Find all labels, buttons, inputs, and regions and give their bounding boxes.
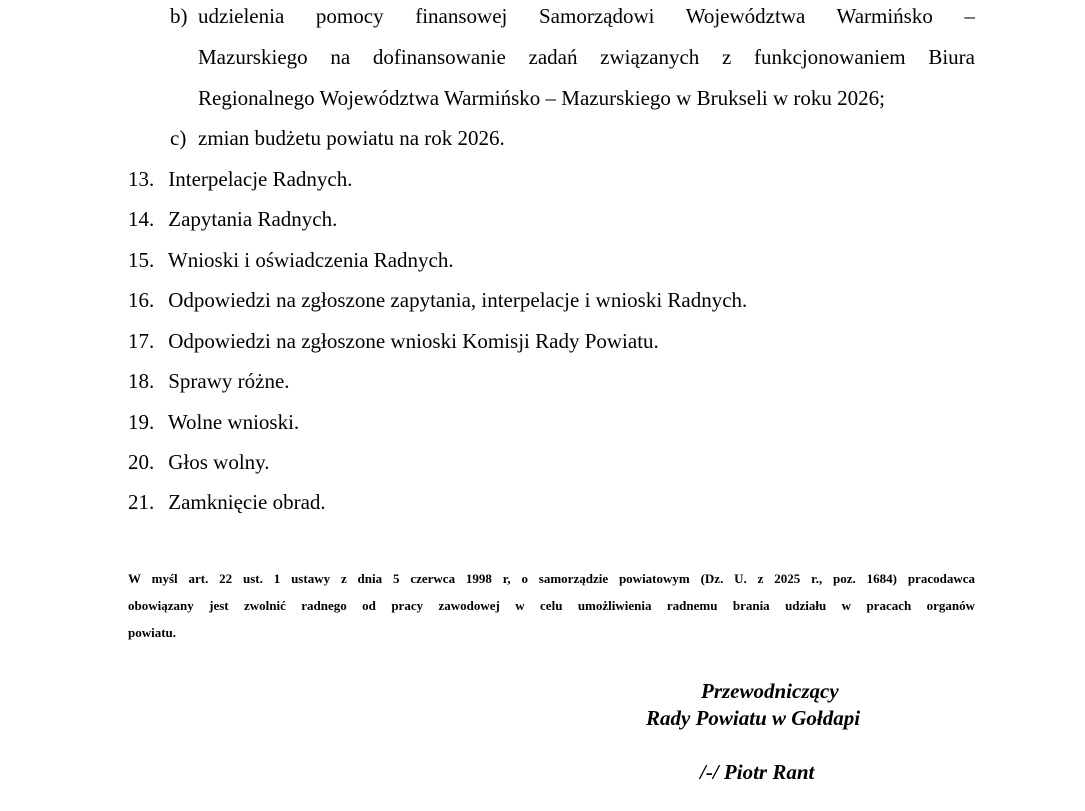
item-text: Wolne wnioski.	[167, 410, 300, 434]
agenda-subitem-c	[170, 126, 975, 156]
subitem-line: Regionalnego Województwa Warmińsko – Mazurskiego w Brukseli w roku 2026;	[198, 86, 885, 110]
agenda-item-20	[128, 450, 270, 475]
subitem-marker: b)	[170, 4, 188, 28]
item-number: 15.	[128, 248, 155, 272]
signature-name: /-/ Piotr Rant	[700, 760, 815, 784]
subitem-line: zmian budżetu powiatu na rok 2026.	[198, 126, 505, 150]
subitem-marker: c)	[170, 126, 187, 150]
legal-note-line: obowiązany jest zwolnić radnego od pracy zawodowej w celu umożliwienia radnemu brania udziału w pracach organów	[128, 598, 975, 613]
legal-note-line: W myśl art. 22 ust. 1 ustawy z dnia 5 czerwca 1998 r, o samorządzie powiatowym (Dz. U. z 2025 r., poz. 1684) pracodawca	[128, 571, 975, 586]
item-text: Odpowiedzi na zgłoszone zapytania, interpelacje i wnioski Radnych.	[168, 288, 748, 312]
agenda-item-19	[128, 410, 299, 435]
agenda-item-14	[128, 207, 337, 232]
item-number: 20.	[128, 450, 155, 474]
item-number: 16.	[128, 288, 155, 312]
legal-note-line: powiatu.	[128, 625, 177, 640]
item-text: Zapytania Radnych.	[168, 207, 338, 231]
agenda-item-21	[128, 490, 326, 515]
agenda-item-15	[128, 248, 454, 273]
legal-note	[128, 571, 975, 646]
item-number: 14.	[128, 207, 155, 231]
item-text: Zamknięcie obrad.	[168, 490, 326, 514]
signature-title: Przewodniczący	[701, 679, 839, 703]
item-text: Wnioski i oświadczenia Radnych.	[167, 248, 454, 272]
item-number: 21.	[128, 490, 155, 514]
item-text: Sprawy różne.	[168, 369, 290, 393]
subitem-line: Mazurskiego na dofinansowanie zadań związanych z funkcjonowaniem Biura	[198, 45, 975, 69]
agenda-item-13	[128, 167, 353, 192]
item-text: Głos wolny.	[168, 450, 270, 474]
agenda-item-18	[128, 369, 290, 394]
signature-body: Rady Powiatu w Gołdapi	[646, 706, 861, 730]
item-text: Odpowiedzi na zgłoszone wnioski Komisji Rady Powiatu.	[168, 329, 659, 353]
item-number: 13.	[128, 167, 155, 191]
agenda-item-17	[128, 329, 659, 354]
item-number: 19.	[128, 410, 155, 434]
item-number: 18.	[128, 369, 155, 393]
agenda-item-16	[128, 288, 747, 313]
item-number: 17.	[128, 329, 155, 353]
subitem-line: udzielenia pomocy finansowej Samorządowi Województwa Warmińsko –	[198, 4, 975, 28]
agenda-subitem-b	[170, 4, 975, 114]
item-text: Interpelacje Radnych.	[168, 167, 353, 191]
